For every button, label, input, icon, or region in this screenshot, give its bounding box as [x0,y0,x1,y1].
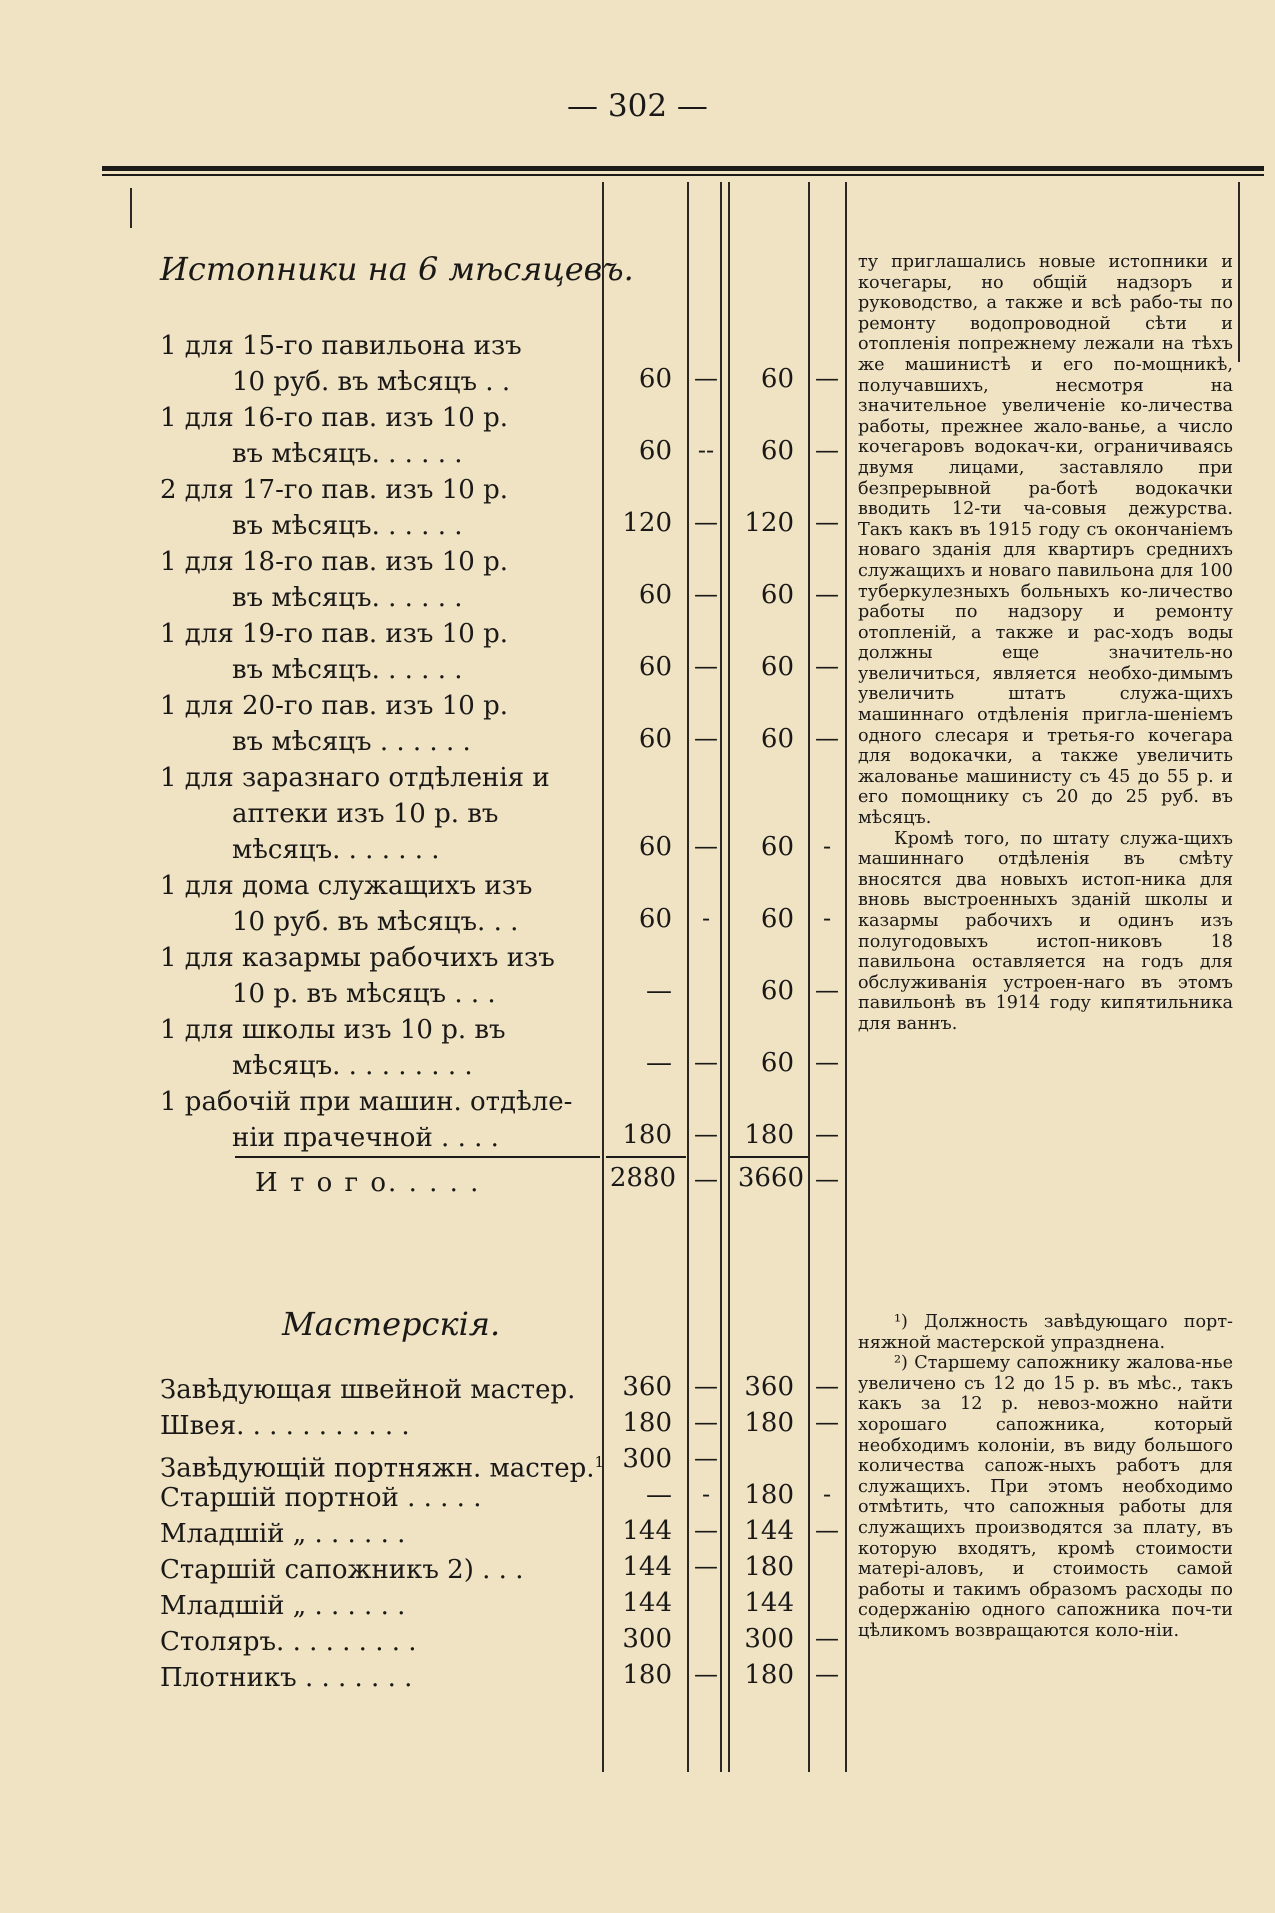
workshops-item-label: Завѣдующій портняжн. мастер. [160,1453,595,1484]
workshops-item [160,1552,523,1588]
workshops-col1-dash: — [694,1408,718,1436]
footnote-marker: 1 [594,1453,605,1471]
stokers-item-line: мѣсяцъ. . . . . . . . . [232,1051,473,1081]
stokers-item-line: 1 для 20-го пав. изъ 10 р. [160,691,508,721]
workshops-item-label: Старшій портной . . . . . [160,1483,482,1513]
stokers-item-line: въ мѣсяцъ. . . . . . [232,655,463,685]
workshops-col2-dash: — [815,1372,839,1400]
stokers-item-line: 10 руб. въ мѣсяцъ . . [232,367,511,397]
footnote-2: ²) Старшему сапожнику жалова-нье увеличено съ 12 до 15 р. въ мѣс., такъ какъ за 12 р. невоз-можно найти хорошаго сапожника, который необходимъ колоніи, въ виду большого количества сапож-ныхъ работъ для служащихъ. При этомъ необходимо отмѣтить, что сапожныя работы для служащихъ производятся за плату, въ которую входятъ, кромѣ стоимости матері-аловъ, и стоимость самой работы и такимъ образомъ расходы по содержанію одного сапожника поч-ти цѣликомъ возвращаются коло-ніи. [858,1353,1233,1641]
stokers-col2-dash: — [815,364,839,392]
stokers-item-line: 1 для казармы рабочихъ изъ [160,943,555,973]
stokers-col2-dash: — [815,580,839,608]
stokers-item-line: 10 р. въ мѣсяцъ . . . [232,979,496,1009]
stokers-col2-dash: — [815,652,839,680]
workshops-col1-value: 360 [622,1372,672,1402]
footnotes [858,1312,1233,1642]
workshops-col1-value: 144 [622,1588,672,1618]
stokers-item-line: 1 рабочій при машин. отдѣле- [160,1087,573,1117]
stokers-col2-value: 60 [760,436,794,466]
workshops-col2-value: 180 [744,1480,794,1510]
stokers-col1-value: — [646,976,672,1006]
stokers-col1-value: 60 [638,364,672,394]
stokers-item-line: мѣсяцъ. . . . . . . [232,835,440,865]
workshops-col1-value: 180 [622,1408,672,1438]
stokers-total-label: И т о г о. . . . . [255,1168,481,1198]
subtotal-rule [235,1156,600,1158]
workshops-item-label: Старшій сапожникъ 2) . . . [160,1555,524,1585]
stokers-col2-value: 60 [760,832,794,862]
workshops-col2-value: 180 [744,1552,794,1582]
stokers-col2-dash: — [815,976,839,1004]
workshops-col1-dash: — [694,1660,718,1688]
stokers-item-line: 1 для 15-го павильона изъ [160,331,522,361]
stokers-col2-dash: — [815,1048,839,1076]
stokers-col1-value: 60 [638,580,672,610]
stokers-item-line: 1 для школы изъ 10 р. въ [160,1015,506,1045]
stokers-col2-value: 60 [760,1048,794,1078]
workshops-col2-dash: — [815,1408,839,1436]
workshops-item [160,1624,417,1660]
workshops-col2-value: 360 [744,1372,794,1402]
stokers-col2-value: 60 [760,724,794,754]
stokers-item [160,1084,572,1156]
stokers-col2-dash: - [822,904,832,932]
stokers-heading: Истопники на 6 мѣсяцевъ. [160,250,634,288]
stokers-item-line: 10 руб. въ мѣсяцъ. . . [232,907,519,937]
stokers-item [160,544,508,616]
stokers-item [160,688,508,760]
workshops-col1-dash: — [694,1552,718,1580]
stokers-item-line: въ мѣсяцъ. . . . . . [232,511,463,541]
workshops-col1-dash: — [694,1516,718,1544]
stokers-col2-value: 60 [760,364,794,394]
stokers-col2-dash: - [822,832,832,860]
stokers-col2-dash: — [815,724,839,752]
workshops-col1-value: 300 [622,1624,672,1654]
stokers-item-line: 1 для 19-го пав. изъ 10 р. [160,619,508,649]
stokers-total-col2-dash: — [815,1165,839,1193]
column-divider [845,182,847,1772]
workshops-item [160,1660,412,1696]
workshops-col2-value: 144 [744,1588,794,1618]
workshops-col1-value: 180 [622,1660,672,1690]
workshops-col2-value: 300 [744,1624,794,1654]
workshops-item-label: Швея. . . . . . . . . . . [160,1411,410,1441]
column-divider [130,188,132,228]
workshops-item [160,1588,405,1624]
stokers-col1-value: 180 [622,1120,672,1150]
subtotal-rule [606,1156,686,1158]
workshops-col1-dash: - [701,1480,711,1508]
stokers-item [160,940,555,1012]
stokers-col2-value: 60 [760,976,794,1006]
notes-paragraph: Кромѣ того, по штату служа-щихъ машиннаго отдѣленія въ смѣту вносятся два новыхъ истоп-ника для вновь выстроенныхъ зданій школы и казармы рабочихъ и одинъ изъ полугодовыхъ истоп-никовъ 18 павильона оставляется на годъ для обслуживанія устроен-наго въ этомъ павильонѣ въ 1914 году кипятильника для ваннъ. [858,828,1233,1034]
page-number: — 302 — [567,88,708,124]
stokers-col1-value: 60 [638,652,672,682]
stokers-item-line: 1 для 18-го пав. изъ 10 р. [160,547,508,577]
stokers-item [160,328,522,400]
workshops-item [160,1372,575,1408]
workshops-col1-dash: — [694,1444,718,1472]
stokers-col2-value: 60 [760,652,794,682]
stokers-item [160,472,508,544]
workshops-col2-dash: — [815,1624,839,1652]
stokers-item-line: въ мѣсяцъ. . . . . . [232,583,463,613]
stokers-col2-value: 120 [744,508,794,538]
workshops-col1-value: 144 [622,1552,672,1582]
workshops-col1-value: 144 [622,1516,672,1546]
stokers-col2-dash: — [815,436,839,464]
top-rule-thin [102,174,1264,176]
top-rule [102,166,1264,171]
stokers-total-col1-dash: — [694,1165,718,1193]
stokers-item-line: 1 для заразнаго отдѣленія и [160,763,550,793]
workshops-item [160,1480,481,1516]
stokers-col2-dash: — [815,1120,839,1148]
workshops-item [160,1516,405,1552]
stokers-col2-value: 180 [744,1120,794,1150]
stokers-total-col1: 2880 [609,1163,676,1193]
stokers-item-line: въ мѣсяцъ. . . . . . [232,439,463,469]
stokers-col1-dash: — [694,580,718,608]
subtotal-rule [730,1156,808,1158]
workshops-col1-value: 300 [622,1444,672,1474]
stokers-col1-dash: — [694,508,718,536]
stokers-col1-value: 60 [638,904,672,934]
workshops-item-label: Младшій „ . . . . . . [160,1519,406,1549]
workshops-col2-value: 144 [744,1516,794,1546]
workshops-col2-value: 180 [744,1408,794,1438]
column-divider [1238,182,1240,362]
footnote-1: ¹) Должность завѣдующаго порт-няжной мастерской упразднена. [858,1312,1233,1353]
workshops-item-label: Плотникъ . . . . . . . [160,1663,413,1693]
workshops-col2-value: 180 [744,1660,794,1690]
stokers-col1-dash: — [694,364,718,392]
workshops-item [160,1408,410,1444]
stokers-col2-value: 60 [760,580,794,610]
stokers-col2-value: 60 [760,904,794,934]
workshops-item-label: Завѣдующая швейной мастер. [160,1375,576,1405]
stokers-col1-dash: — [694,1048,718,1076]
workshops-heading: Мастерскія. [282,1305,501,1343]
stokers-total-col2: 3660 [737,1163,804,1193]
workshops-col1-dash: — [694,1372,718,1400]
stokers-item-line: въ мѣсяцъ . . . . . . [232,727,471,757]
stokers-item [160,1012,506,1084]
stokers-item-line: аптеки изъ 10 р. въ [232,799,499,829]
stokers-col1-value: — [646,1048,672,1078]
stokers-item-line: 1 для дома служащихъ изъ [160,871,533,901]
stokers-col1-dash: - [701,904,711,932]
stokers-item-line: 1 для 16-го пав. изъ 10 р. [160,403,508,433]
stokers-col1-dash: — [694,724,718,752]
workshops-col2-dash: - [822,1480,832,1508]
stokers-col1-dash: — [694,832,718,860]
notes-main [858,252,1233,1035]
notes-paragraph: ту приглашались новые истопники и кочегары, но общій надзоръ и руководство, а также и всѣ рабо-ты по ремонту водопроводной сѣти и отопленія попрежнему лежали на тѣхъ же машинистѣ и его по-мощникѣ, получавшихъ, несмотря на значительное увеличеніе ко-личества работы, прежнее жало-ванье, а число кочегаровъ водокач-ки, ограничиваясь двумя лицами, заставляло при безпрерывной ра-ботѣ водокачки вводить 12-ти ча-совыя дежурства. Такъ какъ въ 1915 году съ окончаніемъ новаго зданія для квартиръ среднихъ служащихъ и новаго павильона для 100 туберкулезныхъ больныхъ ко-личество работы по надзору и ремонту отопленій, а также и рас-ходъ воды должны еще значитель-но увеличиться, является необхо-димымъ увеличить штатъ служа-щихъ машиннаго отдѣленія пригла-шеніемъ одного слесаря и третья-го кочегара для водокачки, а также увеличить жалованье машинисту съ 45 до 55 р. и его помощнику съ 20 до 25 руб. въ мѣсяцъ. [858,252,1233,829]
stokers-item-line: 2 для 17-го пав. изъ 10 р. [160,475,508,505]
stokers-col1-dash: -- [697,436,715,464]
workshops-item-label: Младшій „ . . . . . . [160,1591,406,1621]
workshops-col1-value: — [646,1480,672,1510]
stokers-col1-dash: — [694,1120,718,1148]
stokers-item [160,868,532,940]
workshops-item-label: Столяръ. . . . . . . . . [160,1627,417,1657]
stokers-item-line: ніи прачечной . . . . [232,1123,499,1153]
stokers-item [160,760,550,868]
stokers-col2-dash: — [815,508,839,536]
stokers-col1-value: 60 [638,724,672,754]
stokers-col1-dash: — [694,652,718,680]
workshops-col2-dash: — [815,1516,839,1544]
workshops-col2-dash: — [815,1660,839,1688]
stokers-item [160,616,508,688]
stokers-col1-value: 120 [622,508,672,538]
stokers-col1-value: 60 [638,436,672,466]
stokers-item [160,400,508,472]
column-divider [602,182,604,1772]
stokers-col1-value: 60 [638,832,672,862]
